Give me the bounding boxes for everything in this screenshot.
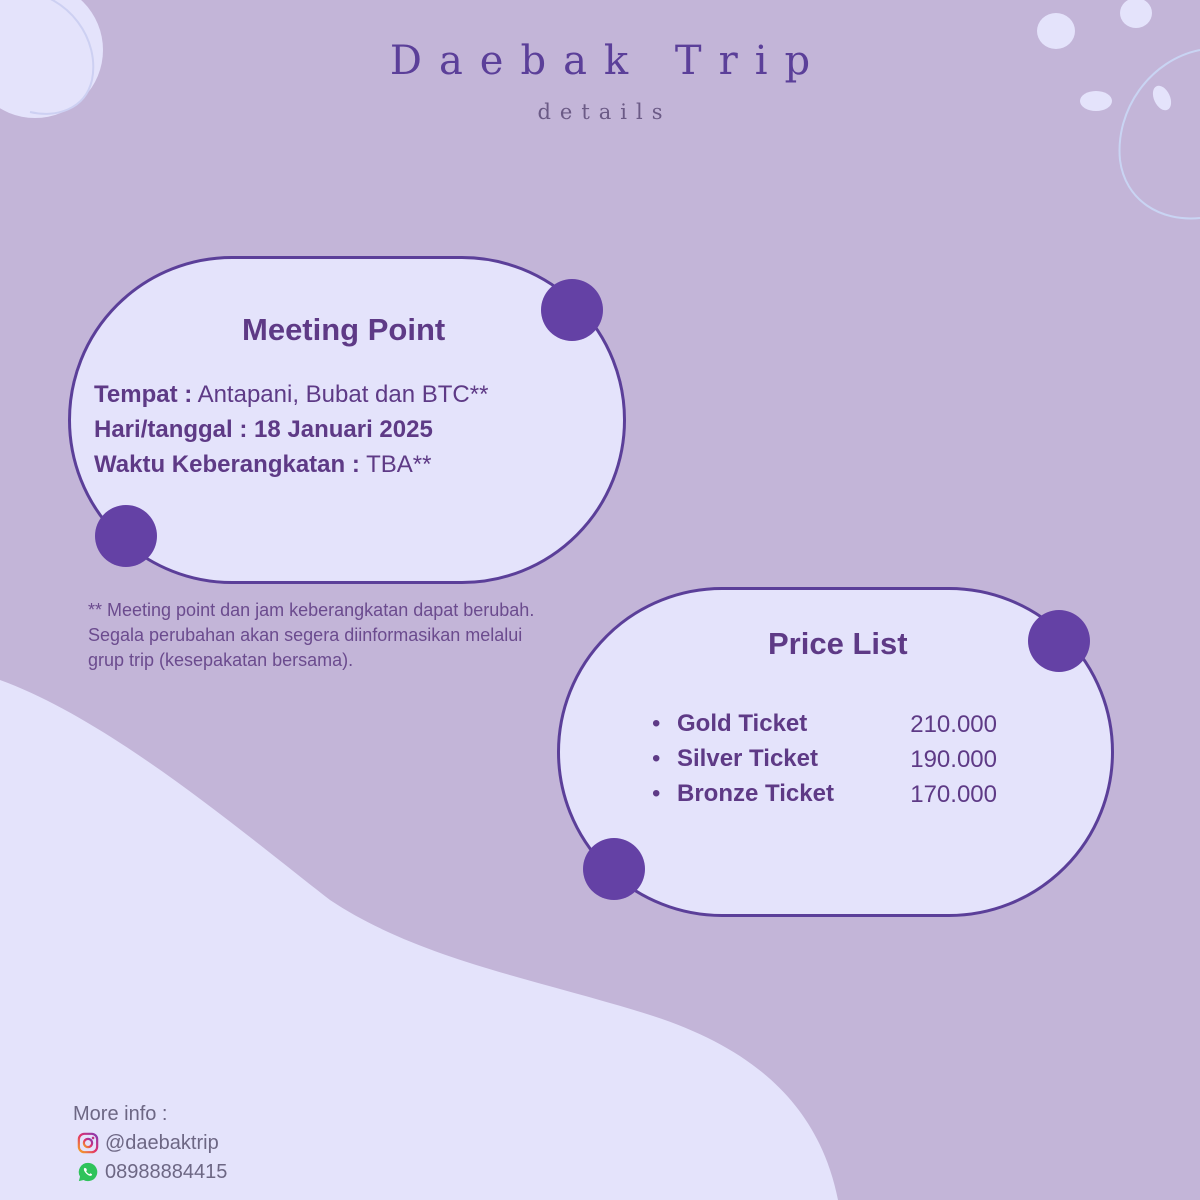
price-item-silver bbox=[652, 745, 997, 777]
whatsapp-icon bbox=[77, 1161, 99, 1183]
phone-number[interactable]: 08988884415 bbox=[105, 1161, 228, 1183]
ticket-price: 210.000 bbox=[910, 711, 997, 738]
page-subtitle: details bbox=[537, 100, 672, 124]
ticket-name: Bronze Ticket bbox=[677, 780, 834, 807]
note-line: ** Meeting point dan jam keberangkatan dapat berubah. bbox=[88, 600, 535, 620]
meeting-place-label: Tempat : bbox=[94, 381, 193, 408]
ticket-price: 190.000 bbox=[910, 746, 997, 773]
bullet-icon: • bbox=[652, 780, 661, 807]
more-info-label: More info : bbox=[73, 1103, 168, 1125]
decorative-dot bbox=[541, 279, 603, 341]
meeting-time-label: Waktu Keberangkatan : bbox=[94, 451, 360, 478]
instagram-icon bbox=[77, 1132, 99, 1154]
instagram-handle[interactable]: @daebaktrip bbox=[105, 1132, 219, 1154]
note-line: Segala perubahan akan segera diinformasikan melalui bbox=[88, 625, 523, 645]
bullet-icon: • bbox=[652, 710, 661, 737]
decorative-dot bbox=[95, 505, 157, 567]
note-line: grup trip (kesepakatan bersama). bbox=[88, 650, 354, 670]
ticket-name: Silver Ticket bbox=[677, 745, 818, 772]
ticket-price: 170.000 bbox=[910, 781, 997, 808]
schedule-change-note bbox=[88, 598, 628, 673]
meeting-place-line bbox=[94, 381, 488, 409]
ticket-name: Gold Ticket bbox=[677, 710, 808, 737]
top-right-blob-2 bbox=[1120, 0, 1152, 28]
meeting-time-value: TBA** bbox=[359, 451, 432, 478]
meeting-place-value: Antapani, Bubat dan BTC** bbox=[192, 381, 489, 408]
price-item-gold bbox=[652, 710, 997, 742]
bullet-icon: • bbox=[652, 745, 661, 772]
decorative-dot bbox=[1028, 610, 1090, 672]
decorative-dot bbox=[583, 838, 645, 900]
price-item-bronze bbox=[652, 780, 997, 812]
price-list-title: Price List bbox=[768, 626, 908, 661]
page-title: Daebak Trip bbox=[389, 38, 828, 84]
meeting-point-title: Meeting Point bbox=[242, 312, 446, 347]
meeting-date-text: Hari/tanggal : 18 Januari 2025 bbox=[94, 416, 433, 443]
meeting-date-line bbox=[94, 416, 433, 444]
meeting-time-line bbox=[94, 451, 431, 479]
